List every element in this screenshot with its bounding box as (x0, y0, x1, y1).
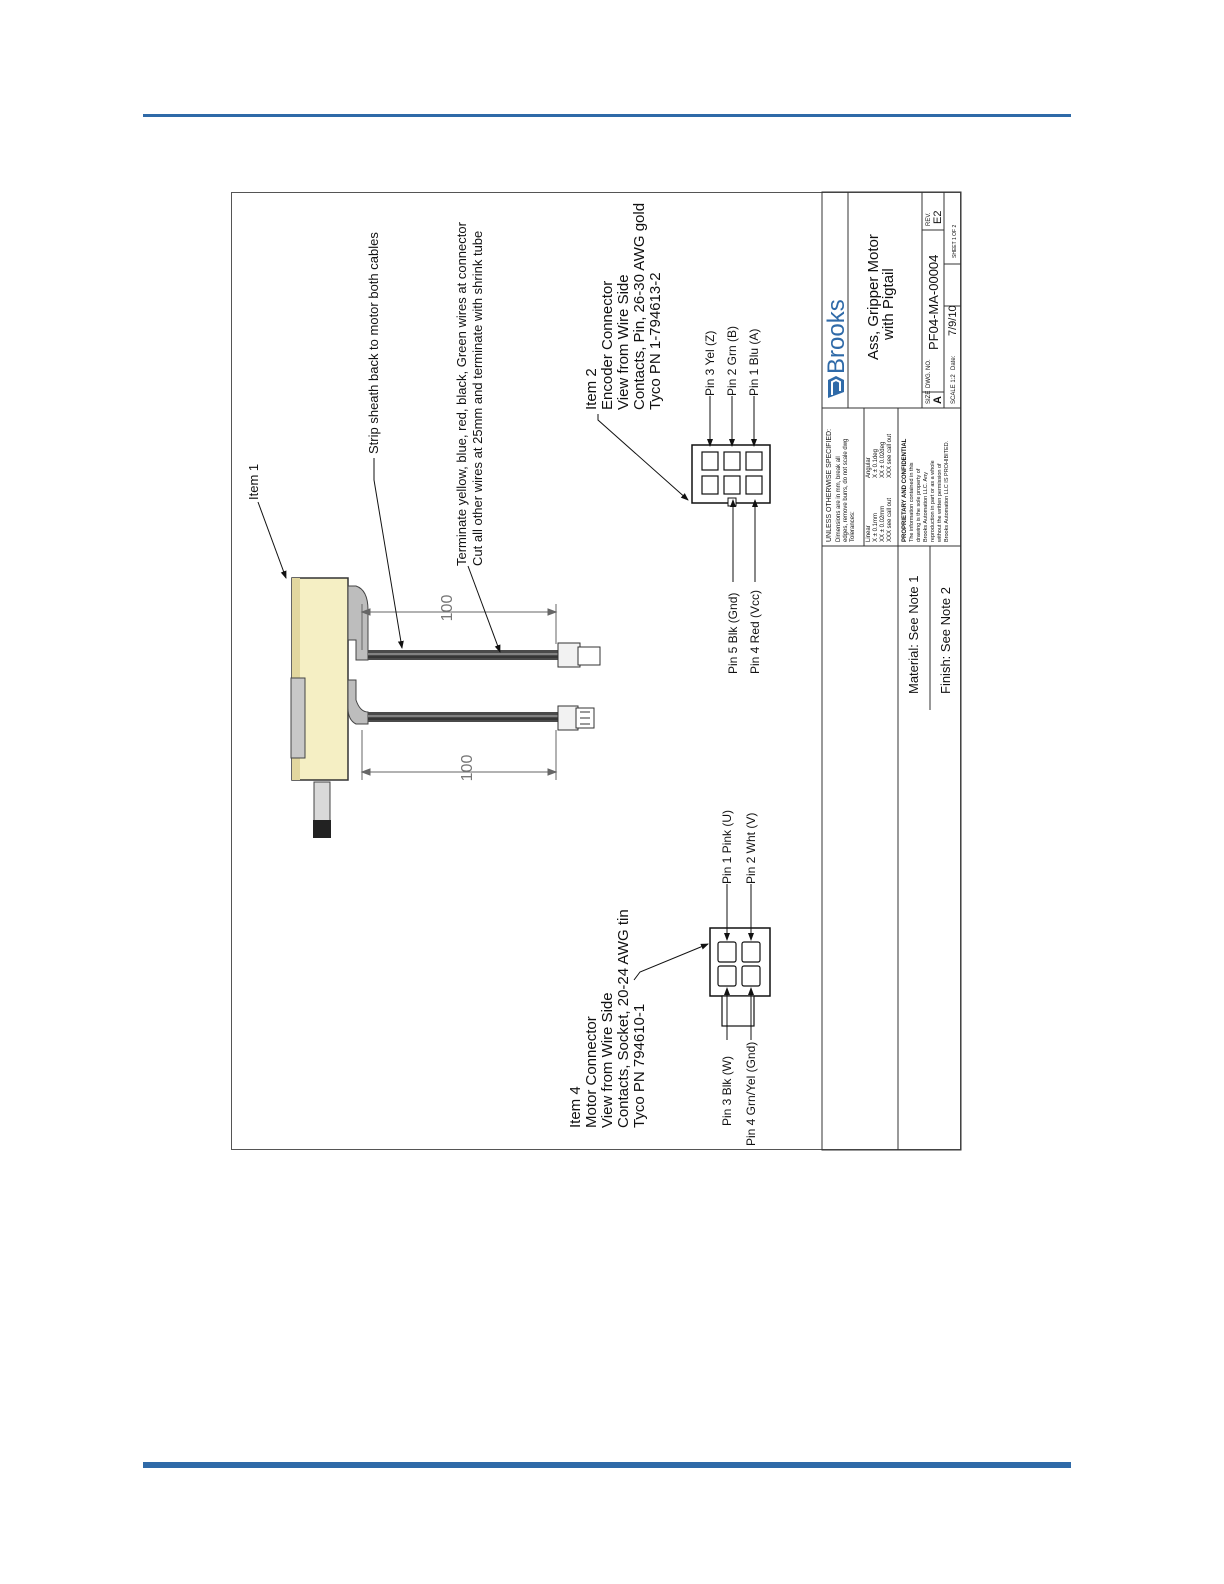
unless-specified: UNLESS OTHERWISE SPECIFIED: (826, 428, 833, 542)
sheet-label: SHEET 1 OF 2 (952, 224, 958, 258)
rev-label: REV. (926, 212, 932, 226)
dims-note-1: Dimensions are in mm, break all (836, 456, 842, 542)
motor-pin4: Pin 4 Grn/Yel (Gnd) (744, 1041, 758, 1146)
encoder-item-label: Item 2 (583, 368, 600, 410)
motor-label-plate (291, 678, 305, 758)
motor-shaft (314, 782, 330, 824)
motor-shaft-gear (313, 820, 331, 838)
upper-cable (368, 650, 558, 660)
encoder-pin2: Pin 2 Grn (B) (725, 325, 739, 396)
item1-label: Item 1 (246, 463, 261, 500)
finish-note: Finish: See Note 2 (938, 587, 953, 694)
proprietary-line-6: Brooks Automation LLC IS PROHIBITED. (944, 440, 950, 542)
encoder-pin3: Pin 3 Yel (Z) (703, 330, 717, 396)
encoder-plug (558, 643, 600, 667)
date-value: 7/9/10 (947, 305, 959, 336)
motor-connector (710, 928, 770, 1026)
encoder-pin1: Pin 1 Blu (A) (747, 328, 761, 396)
angular-row-2: XX ± 0.02deg (880, 441, 886, 478)
linear-label: Linear (866, 525, 872, 542)
drawing-title-line1: Ass, Gripper Motor (865, 234, 882, 360)
dimension-upper (362, 604, 556, 650)
motor-pin3: Pin 3 Blk (W) (720, 1055, 734, 1126)
brooks-logo (823, 299, 850, 398)
lower-cable-elbow (348, 680, 368, 724)
proprietary-line-1: The information contained in this (909, 462, 915, 542)
motor-item-label: Item 4 (567, 1086, 584, 1128)
dimension-lower-value: 100 (459, 754, 476, 782)
drawing-title-line2: with Pigtail (880, 268, 897, 340)
proprietary-line-4: reproduction in part or as a whole (930, 460, 936, 542)
date-label: Date: (951, 355, 957, 370)
rev-value: E2 (932, 210, 944, 224)
motor-connector-contacts: Contacts, Socket, 20-24 AWG tin (615, 909, 632, 1128)
terminate-note-line1: Terminate yellow, blue, red, black, Green wires at connector (454, 222, 469, 566)
encoder-connector (692, 445, 770, 506)
strip-sheath-note: Strip sheath back to motor both cables (366, 232, 381, 454)
dimension-upper-value: 100 (439, 594, 456, 622)
motor-connector-part-number: Tyco PN 794610-1 (631, 1003, 648, 1128)
motor-plug (558, 706, 594, 730)
company-name: Brooks (823, 299, 850, 374)
tolerances-label: Tolerances: (850, 511, 856, 542)
encoder-contacts: Contacts, Pin, 26-30 AWG gold (631, 202, 648, 410)
motor-pin2: Pin 2 Wht (V) (744, 812, 758, 884)
linear-row-3: XXX see call out (887, 497, 893, 542)
upper-cable-elbow (348, 586, 368, 660)
encoder-part-number: Tyco PN 1-794613-2 (647, 272, 664, 410)
terminate-note-line2: Cut all other wires at 25mm and terminate with shrink tube (470, 230, 485, 566)
encoder-pin4: Pin 4 Red (Vcc) (748, 589, 762, 674)
lower-cable (368, 712, 558, 722)
proprietary-line-3: Brooks Automation LLC. Any (923, 471, 929, 542)
proprietary-line-2: drawing is the sole property of (916, 468, 922, 542)
motor-connector-view: View from Wire Side (599, 992, 616, 1128)
angular-label: Angular (866, 457, 872, 478)
dwg-no-label: DWG. NO. (926, 359, 932, 388)
encoder-title: Encoder Connector (599, 280, 616, 410)
encoder-pin5: Pin 5 Blk (Gnd) (726, 592, 740, 674)
scale-label: SCALE 1:2 (951, 374, 957, 404)
proprietary-line-5: without the written permission of (937, 463, 943, 542)
motor-pin1: Pin 1 Pink (U) (720, 809, 734, 884)
footer-rule (143, 1462, 1071, 1468)
linear-row-2: XX ± 0.02mm (880, 505, 886, 542)
material-note: Material: See Note 1 (906, 575, 921, 694)
angular-row-3: XXX see call out (887, 433, 893, 478)
proprietary-title: PROPRIETARY AND CONFIDENTIAL (902, 438, 908, 542)
size-label: SIZE (926, 390, 932, 404)
dwg-no: PF04-MA-00004 (926, 254, 941, 350)
motor-connector-title: Motor Connector (583, 1016, 600, 1128)
dims-note-2: edges, remove burrs, do not scale dwg (843, 438, 849, 542)
motor-assembly (291, 578, 600, 838)
angular-row-1: X ± 0.1deg (873, 449, 879, 478)
encoder-view: View from Wire Side (615, 274, 632, 410)
size-value: A (932, 396, 944, 404)
linear-row-1: X ± 0.1mm (873, 513, 879, 542)
